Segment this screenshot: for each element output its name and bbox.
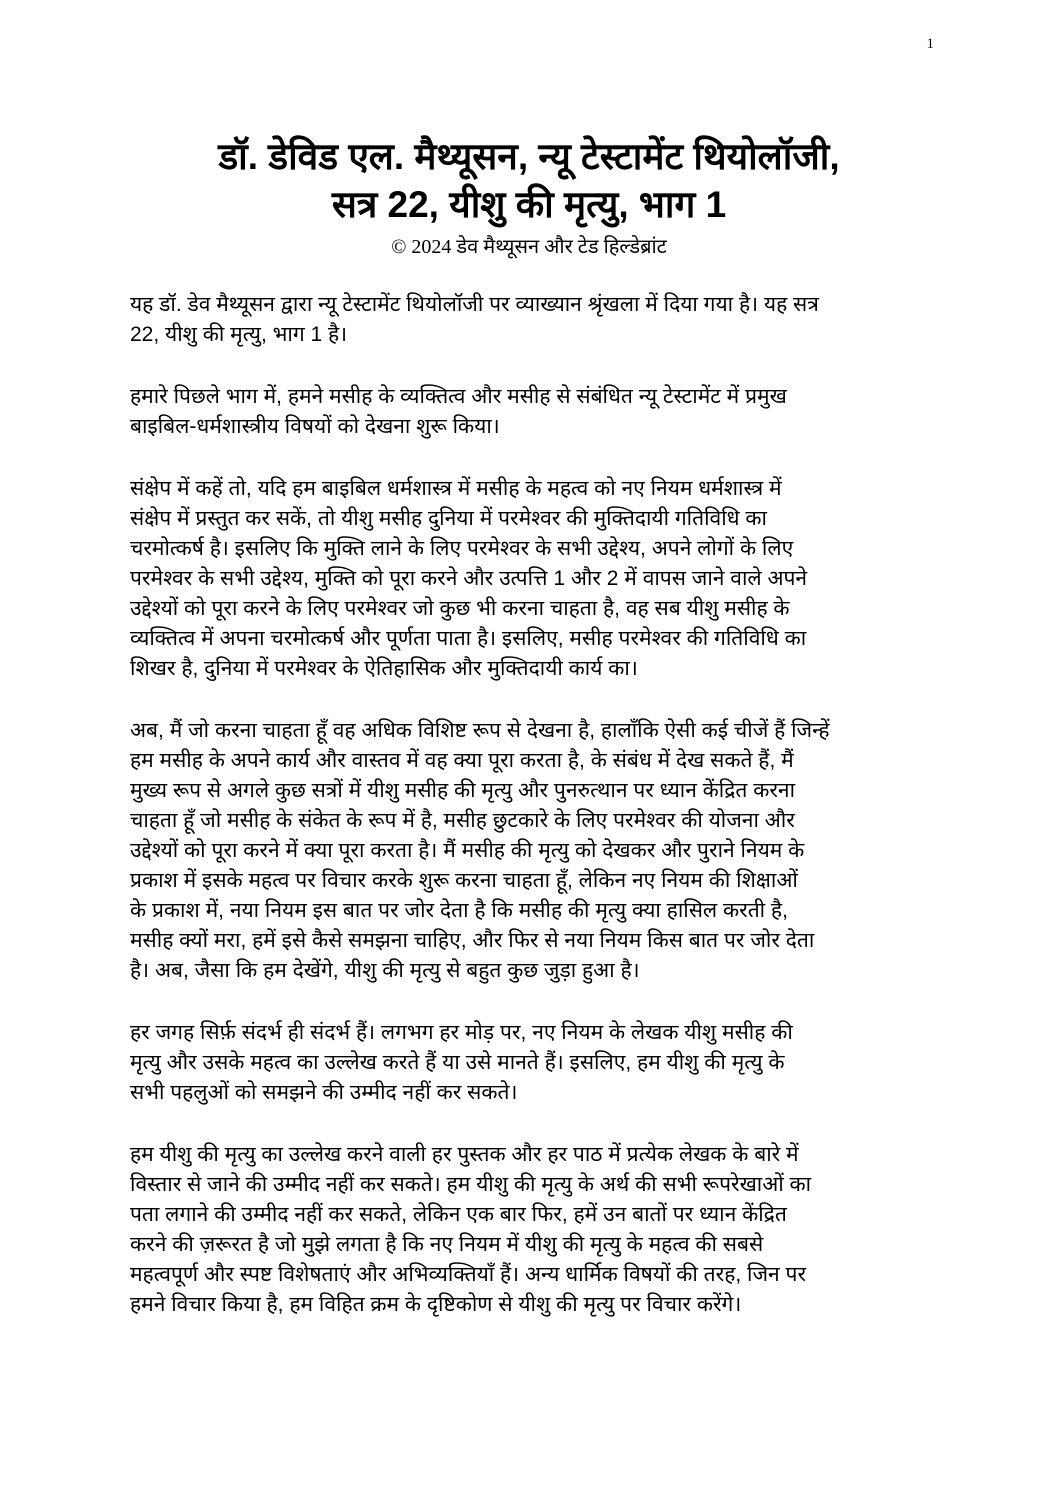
paragraph-line: 22, यीशु की मृत्यु, भाग 1 है। [130,323,348,346]
paragraph-line: हमारे पिछले भाग में, हमने मसीह के व्यक्तित्व और मसीह से संबंधित न्यू टेस्टामेंट में प्रमुख [130,385,787,408]
paragraph-line: यह डॉ. डेव मैथ्यूसन द्वारा न्यू टेस्टामेंट थियोलॉजी पर व्याख्यान श्रृंखला में दिया गया है। यह सत्र [130,293,819,316]
paragraph-line: चरमोत्कर्ष है। इसलिए कि मुक्ति लाने के लिए परमेश्वर के सभी उद्देश्य, अपने लोगों के लिए [130,537,794,560]
paragraph-line: संक्षेप में प्रस्तुत कर सकें, तो यीशु मसीह दुनिया में परमेश्वर की मुक्तिदायी गतिविधि का [130,507,767,530]
paragraph-line: सभी पहलुओं को समझने की उम्मीद नहीं कर सकते। [130,1081,518,1104]
paragraph-line: है। अब, जैसा कि हम देखेंगे, यीशु की मृत्यु से बहुत कुछ जुड़ा हुआ है। [130,959,640,982]
paragraph-line: उद्देश्यों को पूरा करने में क्या पूरा करता है। मैं मसीह की मृत्यु को देखकर और पुराने नियम के [130,839,805,862]
paragraph-line: मसीह क्यों मरा, हमें इसे कैसे समझना चाहिए, और फिर से नया नियम किस बात पर जोर देता [130,929,815,952]
paragraph-line: हम मसीह के अपने कार्य और वास्तव में वह क्या पूरा करता है, के संबंध में देख सकते हैं, मैं [130,749,794,772]
paragraph-line: हर जगह सिर्फ़ संदर्भ ही संदर्भ हैं। लगभग हर मोड़ पर, नए नियम के लेखक यीशु मसीह की [130,1021,793,1044]
paragraph-line: महत्वपूर्ण और स्पष्ट विशेषताएं और अभिव्यक्तियाँ हैं। अन्य धार्मिक विषयों की तरह, जिन पर [130,1263,807,1286]
paragraph-line: मुख्य रूप से अगले कुछ सत्रों में यीशु मसीह की मृत्यु और पुनरुत्थान पर ध्यान केंद्रित करना [130,779,796,802]
paragraph-line: विस्तार से जाने की उम्मीद नहीं कर सकते। हम यीशु की मृत्यु के अर्थ की सभी रूपरेखाओं का [130,1173,812,1196]
paragraph [130,716,930,986]
paragraph-line: करने की ज़रूरत है जो मुझे लगता है कि नए नियम में यीशु की मृत्यु के महत्व की सबसे [130,1233,764,1256]
copyright-line: © 2024 डेव मैथ्यूसन और टेड हिल्डेब्रांट [391,236,667,258]
paragraph-line: उद्देश्यों को पूरा करने के लिए परमेश्वर जो कुछ भी करना चाहता है, वह सब यीशु मसीह के [130,597,790,620]
paragraph-line: बाइबिल-धर्मशास्त्रीय विषयों को देखना शुरू किया। [130,415,500,438]
document-title [0,133,1058,229]
title-line: सत्र 22, यीशु की मृत्यु, भाग 1 [331,184,727,225]
paragraph [130,1018,930,1108]
paragraph [130,290,930,350]
paragraph-line: व्यक्तित्व में अपना चरमोत्कर्ष और पूर्णता पाता है। इसलिए, मसीह परमेश्वर की गतिविधि का [130,627,807,650]
paragraph-line: परमेश्वर के सभी उद्देश्य, मुक्ति को पूरा करने और उत्पत्ति 1 और 2 में वापस जाने वाले अपने [130,567,808,590]
paragraph-line: मृत्यु और उसके महत्व का उल्लेख करते हैं या उसे मानते हैं। इसलिए, हम यीशु की मृत्यु के [130,1051,785,1074]
paragraph [130,382,930,442]
paragraph-line: चाहता हूँ जो मसीह के संकेत के रूप में है, मसीह छुटकारे के लिए परमेश्वर की योजना और [130,809,795,832]
paragraph-line: के प्रकाश में, नया नियम इस बात पर जोर देता है कि मसीह की मृत्यु क्या हासिल करती है, [130,899,788,922]
paragraph-line: शिखर है, दुनिया में परमेश्वर के ऐतिहासिक और मुक्तिदायी कार्य का। [130,657,638,680]
paragraph [130,474,930,684]
paragraph-line: हमने विचार किया है, हम विहित क्रम के दृष्टिकोण से यीशु की मृत्यु पर विचार करेंगे। [130,1293,742,1316]
paragraph [130,1140,930,1320]
paragraph-line: प्रकाश में इसके महत्व पर विचार करके शुरू करना चाहता हूँ, लेकिन नए नियम की शिक्षाओं [130,869,798,892]
paragraph-line: पता लगाने की उम्मीद नहीं कर सकते, लेकिन एक बार फिर, हमें उन बातों पर ध्यान केंद्रित [130,1203,787,1226]
page-number: 1 [926,36,934,52]
paragraph-line: संक्षेप में कहें तो, यदि हम बाइबिल धर्मशास्त्र में मसीह के महत्व को नए नियम धर्मशास्त्र में [130,477,782,500]
document-body [130,290,930,1352]
paragraph-line: हम यीशु की मृत्यु का उल्लेख करने वाली हर पुस्तक और हर पाठ में प्रत्येक लेखक के बारे में [130,1143,799,1166]
paragraph-line: अब, मैं जो करना चाहता हूँ वह अधिक विशिष्ट रूप से देखना है, हालाँकि ऐसी कई चीजें हैं जिन्हें [130,719,830,742]
title-line: डॉ. डेविड एल. मैथ्यूसन, न्यू टेस्टामेंट थियोलॉजी, [218,136,840,177]
